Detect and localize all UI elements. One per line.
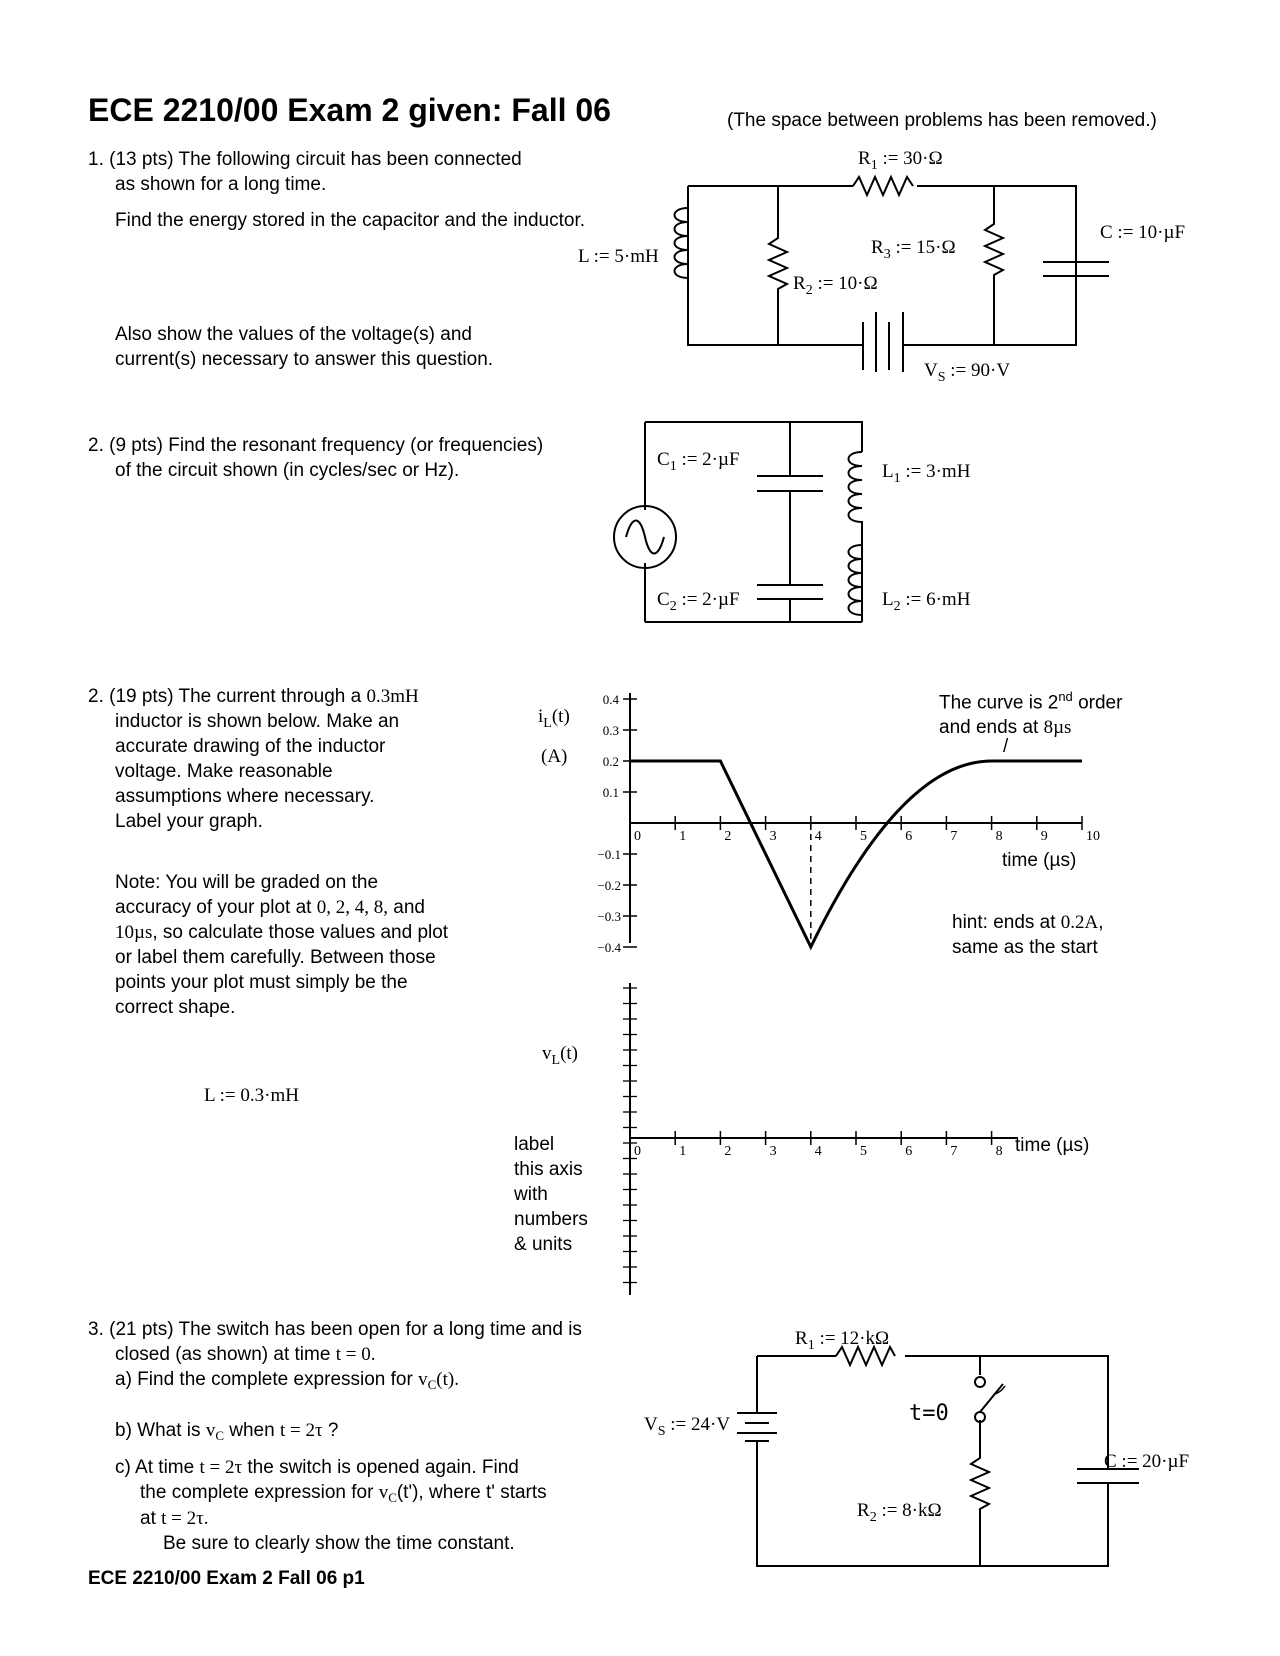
c2-l1-label: $L_1$ := 3·mH [882,461,971,486]
x-tick-label: 2 [724,829,732,844]
x-tick-label: 0 [634,1144,641,1159]
p2-statement: 2. (9 pts) Find the resonant frequency (or frequencies) of the circuit shown (in cycles/sec or Hz). [88,435,544,481]
page-footer: ECE 2210/00 Exam 2 Fall 06 p1 [88,1568,365,1589]
c2-c2-label: $C_2$ := 2·µF [657,589,740,614]
y-tick-label: −0.2 [597,878,621,893]
x-tick-label: 10 [1086,829,1100,844]
time-axis-label: time (µs) [1002,850,1077,871]
r2-zigzag [769,186,787,345]
y-tick-label: 0.3 [602,723,619,738]
x-tick-label: 6 [905,1144,913,1159]
x-tick-label: 0 [634,829,641,844]
c3-battery [737,1413,777,1441]
circuit-3 [737,1347,1139,1566]
switch-label: t=0 [909,1401,949,1426]
p3-inductance: L := 0.3·mH [204,1085,299,1106]
circuit-2 [614,422,862,622]
c1-r1-label: $R_1$ := 30·Ω [858,148,943,173]
c2-capacitors [757,422,823,622]
c2-c1-label: $C_1$ := 2·µF [657,449,740,474]
p1-also: Also show the values of the voltage(s) and current(s) necessary to answer this question. [115,324,494,370]
il-axis-label: $i_L(t)$ [538,706,570,731]
c2-l2-label: $L_2$ := 6·mH [882,589,971,614]
c3-capacitor [1077,1469,1139,1483]
label-axis-note: label this axis with numbers & units [514,1134,588,1255]
c3-cap-label: C := 20·µF [1104,1451,1190,1472]
amp-unit-label: (A) [541,746,568,767]
x-tick-label: 2 [724,1144,732,1159]
circuit-1 [675,177,1110,372]
header-note: (The space between problems has been removed.) [727,110,1157,131]
r1-zigzag [853,177,913,195]
x-tick-label: 8 [995,1144,1003,1159]
c1-cap-label: C := 10·µF [1100,222,1186,243]
r3-zigzag [985,186,1003,345]
x-tick-label: 3 [769,1144,777,1159]
x-tick-label: 5 [860,829,867,844]
x-tick-label: 1 [679,1144,687,1159]
curve-note: The curve is 2nd order and ends at 8µs [939,689,1123,739]
c3-r1-label: $R_1$ := 12·kΩ [795,1328,890,1353]
sine-glyph [626,521,664,554]
page-title: ECE 2210/00 Exam 2 given: Fall 06 [88,92,611,128]
x-tick-label: 6 [905,829,913,844]
x-tick-label: 4 [814,829,822,844]
x-tick-label: 8 [995,829,1003,844]
c1-inductor-label: L := 5·mH [578,246,659,267]
c1-vs-label: $V_S$ := 90·V [924,360,1011,385]
x-tick-label: 4 [814,1144,822,1159]
y-tick-label: 0.4 [602,692,619,707]
y-tick-label: 0.2 [602,754,619,769]
c3-r2-label: $R_2$ := 8·kΩ [857,1500,942,1525]
p3-note: Note: You will be graded on the accuracy of your plot at 0, 2, 4, 8, and 10µs, so calculate those values and plot or label them carefully. Between those points your plot must simply be the correct shape. [115,872,449,1018]
y-tick-label: −0.1 [597,847,621,862]
switch-blade [980,1384,1003,1412]
c1-r3-label: $R_3$ := 15·Ω [871,237,956,262]
inductor-coil [675,208,689,278]
p1-find: Find the energy stored in the capacitor and the inductor. [115,210,586,231]
p3-statement: 2. (19 pts) The current through a 0.3mH inductor is shown below. Make an accurate drawing of the inductor voltage. Make reasonable assumptions where necessary. Label your graph. [88,686,419,832]
x-tick-label: 1 [679,829,687,844]
battery [863,312,903,372]
x-tick-label: 9 [1040,829,1048,844]
hint-note: hint: ends at 0.2A, same as the start [952,912,1104,958]
vl-chart [623,988,1003,1283]
x-tick-label: 7 [950,1144,958,1159]
y-tick-label: −0.4 [597,940,621,955]
time-axis-label-2: time (µs) [1015,1135,1090,1156]
p4-part-c: c) At time t = 2τ the switch is opened again. Find the complete expression for $v_C(t')$, where t' starts at t = 2τ. Be sure to clearly show the time constant. [115,1457,547,1554]
graph2-axes [630,983,1018,1295]
p4-part-b: b) What is $v_C$ when t = 2τ ? [115,1420,339,1443]
p4-statement: 3. (21 pts) The switch has been open for a long time and is closed (as shown) at time t = 0. a) Find the complete expression for $v_C(t)$. [88,1319,582,1392]
curve-pointer: / [1003,736,1009,757]
c3-r1 [836,1347,895,1365]
c3-vs-label: $V_S$ := 24·V [644,1414,731,1439]
il-curve [630,761,1082,947]
l1-coil [849,452,863,615]
p1-statement: 1. (13 pts) The following circuit has been connected as shown for a long time. [88,149,522,195]
x-tick-label: 5 [860,1144,867,1159]
x-tick-label: 7 [950,829,958,844]
c1-r2-label: $R_2$ := 10·Ω [793,273,878,298]
y-tick-label: 0.1 [602,785,619,800]
y-tick-label: −0.3 [597,909,621,924]
x-tick-label: 3 [769,829,777,844]
vl-axis-label: $v_L(t)$ [542,1043,578,1068]
